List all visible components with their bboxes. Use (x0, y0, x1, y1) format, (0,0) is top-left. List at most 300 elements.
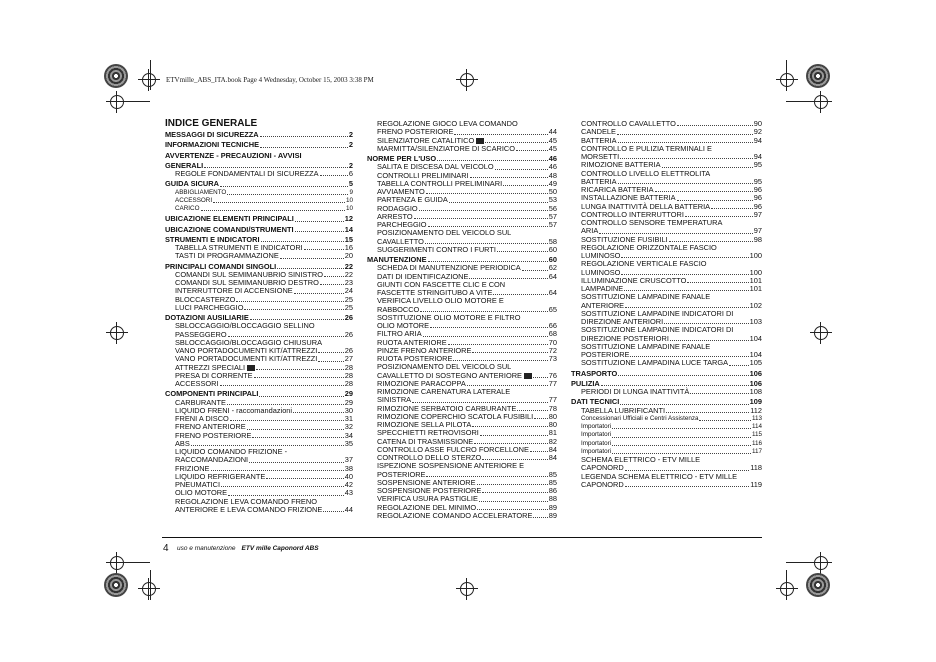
toc-entry-title: TABELLA CONTROLLI PRELIMINARI (377, 178, 503, 188)
registration-mark-icon (776, 69, 798, 91)
toc-page-number: 44 (548, 127, 557, 137)
toc-page-number: 65 (548, 304, 557, 314)
toc-entry-title: LAMPADINE (581, 284, 624, 293)
dot-leader (420, 311, 547, 312)
dot-leader (477, 509, 548, 510)
toc-entry-title: MANUTENZIONE (367, 255, 427, 264)
dot-leader (662, 167, 753, 168)
toc-entry (571, 359, 762, 367)
toc-page-number: 86 (548, 486, 557, 495)
toc-entry-title: CANDELE (581, 127, 616, 137)
toc-page-number: 42 (344, 480, 353, 489)
toc-page-number: 101 (749, 275, 762, 285)
toc-entry-title: RIMOZIONE SERBATOIO CARBURANTE (377, 403, 517, 413)
dot-leader (230, 420, 344, 421)
dot-leader (220, 385, 344, 386)
toc-entry-title: RIMOZIONE PARACOPPA (377, 378, 466, 388)
toc-entry-title: SBLOCCAGGIO/BLOCCAGGIO SELLINO (175, 321, 315, 331)
dot-leader (324, 276, 344, 277)
crop-mark (786, 101, 816, 102)
toc-entry-title: AVVERTENZE - PRECAUZIONI - AVVISI (165, 150, 302, 160)
toc-page-number: 96 (753, 201, 762, 211)
toc-entry-title: CONTROLLO DELLO STERZO (377, 453, 482, 462)
toc-entry-title: TABELLA STRUMENTI E INDICATORI (175, 243, 303, 252)
dot-leader (666, 412, 749, 413)
toc-page-number: 113 (751, 414, 762, 422)
toc-entry-title: PERIODI DI LUNGA INATTIVITÀ (581, 387, 690, 396)
toc-page-number: 109 (749, 397, 762, 407)
toc-page-number: 115 (751, 431, 762, 439)
dot-leader (495, 169, 548, 170)
toc-entry (165, 252, 353, 260)
toc-entry-title: MESSAGGI DI SICUREZZA (165, 130, 259, 139)
toc-entry (571, 407, 762, 415)
toc-entry-title: ACCESSORI (175, 196, 213, 204)
toc-entry-title: CATENA DI TRASMISSIONE (377, 436, 474, 446)
toc-entry-title: Importatori (581, 439, 612, 447)
toc-entry-title: REGOLE FONDAMENTALI DI SICUREZZA (175, 169, 319, 178)
toc-entry-title: ARIA (581, 226, 599, 236)
toc-page-number: 53 (548, 195, 557, 205)
toc-page-number: 116 (751, 439, 762, 447)
toc-page-number: 117 (751, 447, 762, 455)
toc-page-number: 64 (548, 271, 557, 281)
toc-page-number: 98 (753, 234, 762, 244)
toc-page-number: 72 (548, 345, 557, 355)
toc-entry-title: DATI DI IDENTIFICAZIONE (377, 271, 469, 281)
toc-entry-title: DIREZIONE POSTERIORI (581, 333, 669, 343)
toc-entry-title: VERIFICA LIVELLO OLIO MOTORE E (377, 296, 504, 306)
toc-entry-title: CONTROLLI PRELIMINARI (377, 170, 469, 180)
dot-leader (320, 284, 344, 285)
dot-leader (249, 462, 344, 463)
toc-page-number: 10 (345, 205, 353, 212)
toc-entry (367, 246, 557, 254)
toc-entry-title: FRIZIONE (175, 463, 210, 473)
toc-entry-title: Concessionari Ufficiali e Centri Assistenza (581, 414, 699, 422)
toc-entry-title: SPECCHIETTI RETROVISORI (377, 428, 479, 438)
dot-leader (480, 435, 548, 436)
toc-entry-title: FRENO ANTERIORE (175, 422, 246, 432)
toc-page-number: 5 (348, 179, 353, 189)
toc-entry-title: FASCETTE STRINGITUBO A VITE (377, 288, 493, 297)
toc-page-number: 2 (348, 160, 353, 170)
registration-mark-icon (810, 322, 832, 344)
toc-page-number: 85 (548, 477, 557, 487)
dot-leader (318, 361, 343, 362)
dot-leader (469, 278, 547, 279)
toc-page-number: 28 (344, 379, 353, 388)
toc-entry-title: ATTREZZI SPECIALI (175, 362, 246, 372)
toc-entry-title: SOSPENSIONE ANTERIORE (377, 477, 476, 487)
toc-page-number: 84 (548, 453, 557, 462)
toc-page-number: 48 (548, 170, 557, 180)
toc-entry-title: TASTI DI PROGRAMMAZIONE (175, 251, 279, 261)
toc-entry (571, 219, 762, 227)
dot-leader (266, 478, 343, 479)
dot-leader (472, 426, 547, 427)
toc-page-number: 22 (344, 269, 353, 279)
toc-page-number: 46 (548, 154, 557, 163)
toc-entry-title: LUMINOSO (581, 267, 621, 277)
toc-page-number: 44 (344, 504, 353, 514)
toc-entry-title: FRENO POSTERIORE (377, 127, 454, 137)
toc-entry-title: RUOTA ANTERIORE (377, 337, 447, 347)
toc-page-number: 112 (750, 405, 762, 415)
dot-leader (699, 420, 750, 421)
toc-entry-title: SOSTITUZIONE LAMPADINA LUCE TARGA (581, 358, 729, 368)
dot-leader (467, 385, 548, 386)
toc-page-number: 96 (753, 193, 762, 203)
toc-entry-title: REGOLAZIONE ORIZZONTALE FASCIO (581, 242, 717, 252)
toc-entry (571, 481, 762, 489)
toc-entry-title: ISPEZIONE SOSPENSIONE ANTERIORE E (377, 461, 525, 471)
toc-column-3 (571, 120, 762, 489)
toc-entry-title: LEGENDA SCHEMA ELETTRICO - ETV MILLE (581, 471, 738, 481)
toc-entry-title: REGOLAZIONE LEVA COMANDO FRENO (175, 496, 317, 506)
dot-leader (244, 309, 343, 310)
dot-leader (687, 282, 748, 283)
dot-leader (503, 185, 548, 186)
dot-leader (425, 243, 548, 244)
toc-page-number: 31 (344, 414, 353, 423)
toc-entry-title: OLIO MOTORE (175, 488, 228, 498)
toc-entry (165, 152, 353, 160)
toc-entry (165, 131, 353, 139)
toc-page-number: 89 (548, 502, 557, 512)
dot-leader (211, 470, 344, 471)
toc-page-number: 23 (344, 278, 353, 287)
toc-entry-title: RODAGGIO (377, 203, 418, 213)
toc-page-number: 89 (548, 510, 557, 520)
registration-mark-icon (810, 552, 832, 574)
toc-entry-title: RABBOCCO (377, 304, 420, 314)
toc-page-number: 88 (548, 494, 557, 504)
crop-mark (786, 562, 816, 563)
toc-page-number: 58 (548, 236, 557, 246)
dot-leader (250, 319, 344, 320)
toc-page-number: 103 (749, 317, 762, 326)
toc-entry-title: FRENI A DISCO (175, 414, 229, 423)
toc-entry-title: SOSTITUZIONE LAMPADINE FANALE (581, 292, 711, 302)
dot-leader (318, 352, 343, 353)
toc-page-number: 49 (548, 178, 557, 188)
toc-entry-title: RICARICA BATTERIA (581, 185, 654, 194)
dot-leader (677, 200, 753, 201)
footer-rule (162, 537, 762, 538)
toc-entry-title: ABS (175, 438, 190, 448)
toc-entry-title: LUNGA INATTIVITÀ DELLA BATTERIA (581, 201, 711, 211)
optional-icon (524, 373, 532, 379)
page-title: INDICE GENERALE (165, 118, 258, 129)
toc-entry-title: SOSTITUZIONE LAMPADINE FANALE (581, 341, 711, 351)
toc-page-number: 32 (344, 422, 353, 432)
dot-leader (294, 293, 344, 294)
dot-leader (516, 150, 548, 151)
toc-page-number: 105 (749, 358, 762, 368)
registration-mark-icon (456, 69, 478, 91)
crop-mark (150, 60, 151, 90)
dot-leader (423, 336, 548, 337)
toc-entry-title: Importatori (581, 423, 612, 430)
toc-entry-title: COMPONENTI PRINCIPALI (165, 389, 259, 399)
crop-mark (786, 570, 787, 600)
toc-entry-title: VANO PORTADOCUMENTI KIT/ATTREZZI (175, 354, 318, 364)
toc-entry-title: CONTROLLO LIVELLO ELETTROLITA (581, 168, 711, 178)
toc-entry-title: SOSTITUZIONE FUSIBILI (581, 234, 668, 244)
book-header: ETVmille_ABS_ITA.book Page 4 Wednesday, October 15, 2003 3:38 PM (166, 76, 374, 84)
toc-entry-title: Importatori (581, 431, 612, 439)
toc-page-number: 104 (749, 350, 762, 359)
toc-entry-title: GUIDA SICURA (165, 179, 219, 189)
dot-leader (295, 231, 344, 232)
toc-entry-title: RIMOZIONE BATTERIA (581, 160, 661, 170)
toc-page-number: 57 (548, 211, 557, 221)
toc-entry-title: ARRESTO (377, 211, 413, 221)
toc-entry-title: BATTERIA (581, 135, 617, 145)
toc-entry-title: SCHEMA ELETTRICO - ETV MILLE (581, 455, 701, 464)
toc-entry-title: COMANDI SUL SEMIMANUBRIO SINISTRO (175, 269, 323, 279)
toc-page-number: 80 (548, 420, 557, 429)
dot-leader (664, 323, 749, 324)
toc-entry-title: LUCI PARCHEGGIO (175, 302, 244, 312)
toc-entry-title: MARMITTA/SILENZIATORE DI SCARICO (377, 143, 515, 153)
toc-entry-title: UBICAZIONE COMANDI/STRUMENTI (165, 224, 294, 234)
dot-leader (204, 167, 348, 168)
toc-entry (165, 180, 353, 188)
dot-leader (482, 492, 547, 493)
toc-page-number: 29 (344, 397, 353, 407)
dot-leader (690, 393, 748, 394)
toc-entry-title: REGOLAZIONE COMANDO ACCELERATORE (377, 510, 533, 520)
dot-leader (670, 340, 749, 341)
dot-leader (601, 385, 749, 386)
toc-entry-title: INSTALLAZIONE BATTERIA (581, 193, 676, 203)
toc-page-number: 60 (548, 244, 557, 254)
dot-leader (260, 147, 348, 148)
toc-page-number: 94 (753, 135, 762, 145)
toc-column-1 (165, 131, 353, 514)
dot-leader (677, 125, 753, 126)
toc-entry (165, 197, 353, 205)
toc-page-number: 114 (751, 423, 762, 430)
toc-page-number: 46 (548, 162, 557, 172)
registration-mark-icon (106, 552, 128, 574)
toc-page-number: 97 (753, 209, 762, 219)
toc-entry-title: LIQUIDO REFRIGERANTE (175, 471, 266, 481)
dot-leader (493, 294, 547, 295)
dot-leader (227, 194, 348, 195)
toc-entry-title: BATTERIA (581, 176, 617, 186)
toc-entry-title: SCHEDA DI MANUTENZIONE PERIODICA (377, 263, 521, 273)
dot-leader (620, 158, 753, 159)
dot-leader (522, 270, 548, 271)
toc-page-number: 2 (348, 140, 353, 150)
crop-mark (150, 570, 151, 600)
dot-leader (612, 428, 751, 429)
footer-right: ETV mille Caponord ABS (241, 545, 319, 552)
toc-entry (165, 215, 353, 223)
dot-leader (618, 142, 753, 143)
footer-left: uso e manutenzione (177, 545, 236, 552)
dot-leader (448, 344, 548, 345)
toc-page-number: 28 (344, 362, 353, 372)
toc-page-number: 94 (753, 152, 762, 161)
dot-leader (449, 202, 548, 203)
toc-entry-title: ANTERIORE E LEVA COMANDO FRIZIONE (175, 504, 323, 514)
toc-entry-title: PINZE FRENO ANTERIORE (377, 345, 472, 355)
toc-entry-title: DATI TECNICI (571, 397, 620, 407)
registration-mark-icon (456, 578, 478, 600)
toc-entry-title: POSTERIORE (377, 469, 426, 479)
dot-leader (454, 134, 547, 135)
dot-leader (472, 352, 547, 353)
toc-entry-title: AVVIAMENTO (377, 187, 425, 196)
toc-entry-title: POSIZIONAMENTO DEL VEICOLO SUL (377, 228, 512, 238)
registration-mark-icon (138, 69, 160, 91)
toc-entry-title: PRINCIPALI COMANDI SINGOLI (165, 261, 277, 271)
toc-page-number: 56 (548, 203, 557, 213)
dot-leader (482, 459, 547, 460)
toc-entry-title: RIMOZIONE COPERCHIO SCATOLA FUSIBILI (377, 411, 534, 421)
toc-page-number: 10 (345, 196, 353, 204)
dot-leader (293, 412, 344, 413)
toc-entry (165, 205, 353, 213)
toc-page-number: 9 (349, 188, 353, 196)
toc-entry-title: FILTRO ARIA (377, 329, 422, 339)
dot-leader (625, 486, 749, 487)
toc-entry-title: CAVALLETTO (377, 236, 424, 246)
color-target-icon (104, 573, 128, 597)
toc-entry (571, 388, 762, 396)
dot-leader (256, 369, 344, 370)
dot-leader (485, 142, 548, 143)
dot-leader (655, 191, 753, 192)
toc-entry-title: REGOLAZIONE GIOCO LEVA COMANDO (377, 119, 518, 128)
color-target-icon (806, 64, 830, 88)
toc-entry (165, 189, 353, 197)
toc-entry (571, 415, 762, 423)
toc-entry (367, 512, 557, 520)
toc-entry-title: NORME PER L'USO (367, 154, 437, 163)
dot-leader (277, 268, 344, 269)
dot-leader (729, 365, 749, 366)
dot-leader (261, 241, 344, 242)
dot-leader (625, 470, 749, 471)
toc-page-number: 45 (548, 135, 557, 145)
toc-entry (571, 431, 762, 439)
toc-page-number: 101 (749, 284, 762, 293)
toc-page-number: 77 (548, 378, 557, 388)
toc-entry-title: POSTERIORE (581, 350, 630, 359)
dot-leader (320, 175, 348, 176)
toc-page-number: 22 (344, 261, 353, 271)
toc-entry-title: CONTROLLO E PULIZIA TERMINALI E (581, 143, 712, 153)
toc-page-number: 119 (750, 479, 762, 489)
dot-leader (323, 511, 343, 512)
toc-page-number: 14 (344, 224, 353, 234)
toc-entry (165, 304, 353, 312)
toc-page-number: 6 (348, 169, 353, 178)
dot-leader (612, 453, 751, 454)
color-target-icon (806, 573, 830, 597)
toc-entry-title: Importatori (581, 447, 612, 455)
toc-entry-title: DIREZIONE ANTERIORI (581, 317, 664, 326)
toc-entry (571, 440, 762, 448)
toc-entry (165, 141, 353, 149)
dot-leader (470, 177, 548, 178)
toc-page-number: 95 (753, 160, 762, 170)
page-number: 4 (163, 543, 169, 554)
toc-page-number: 73 (548, 354, 557, 363)
footer-text (177, 545, 319, 552)
toc-page-number: 26 (344, 346, 353, 355)
toc-entry-title: INFORMAZIONI TECNICHE (165, 140, 260, 150)
toc-entry-title: COMANDI SUL SEMIMANUBRIO DESTRO (175, 278, 319, 287)
toc-page-number: 100 (749, 251, 762, 260)
toc-page-number: 37 (344, 455, 353, 465)
registration-mark-icon (106, 91, 128, 113)
toc-entry-title: PRESA DI CORRENTE (175, 370, 253, 380)
toc-page-number: 100 (749, 267, 762, 277)
toc-page-number: 15 (344, 234, 353, 244)
toc-entry-title: VANO PORTADOCUMENTI KIT/ATTREZZI (175, 346, 318, 355)
toc-entry-title: GENERALI (165, 160, 204, 170)
toc-page-number: 57 (548, 220, 557, 229)
toc-entry (165, 170, 353, 178)
toc-entry-title: PULIZIA (571, 378, 600, 388)
toc-page-number: 38 (344, 463, 353, 473)
toc-page-number: 106 (749, 368, 762, 378)
toc-entry-title: RIMOZIONE SELLA PILOTA (377, 420, 472, 429)
toc-page-number: 43 (344, 488, 353, 498)
dot-leader (618, 375, 748, 376)
toc-page-number: 25 (344, 294, 353, 304)
toc-entry-title: CAVALLETTO DI SOSTEGNO ANTERIORE (377, 370, 522, 380)
toc-entry-title: PARCHEGGIO (377, 220, 427, 229)
toc-entry-title: SOSTITUZIONE OLIO MOTORE E FILTRO (377, 312, 521, 322)
toc-page-number: 96 (753, 185, 762, 194)
toc-entry-title: OLIO MOTORE (377, 321, 430, 330)
toc-entry-title: TRASPORTO (571, 368, 618, 378)
toc-entry-title: ILLUMINAZIONE CRUSCOTTO (581, 275, 687, 285)
toc-entry-title: RIMOZIONE CARENATURA LATERALE (377, 387, 511, 396)
toc-entry (165, 380, 353, 388)
dot-leader (228, 495, 344, 496)
dot-leader (426, 193, 548, 194)
toc-page-number: 104 (749, 333, 762, 343)
dot-leader (497, 251, 548, 252)
dot-leader (280, 258, 344, 259)
toc-entry-title: LIQUIDO FRENI - raccomandazioni (175, 405, 293, 415)
toc-entry-title: ABBIGLIAMENTO (175, 188, 227, 196)
toc-entry-title: TABELLA LUBRIFICANTI (581, 405, 666, 415)
dot-leader (428, 261, 548, 262)
toc-entry-title: VERIFICA USURA PASTIGLIE (377, 494, 478, 504)
toc-entry-title: MORSETTI (581, 152, 620, 161)
toc-page-number: 97 (753, 226, 762, 236)
dot-leader (201, 210, 345, 211)
toc-page-number: 24 (344, 286, 353, 296)
dot-leader (419, 210, 548, 211)
dot-leader (669, 241, 753, 242)
optional-icon (476, 138, 484, 144)
toc-entry-title: LIQUIDO COMANDO FRIZIONE - (175, 447, 288, 456)
toc-entry-title: SOSTITUZIONE LAMPADINE INDICATORI DI (581, 308, 734, 318)
toc-entry-title: ACCESSORI (175, 379, 219, 388)
toc-page-number: 28 (344, 370, 353, 380)
toc-entry-title: CONTROLLO INTERRUTTORI (581, 209, 684, 219)
